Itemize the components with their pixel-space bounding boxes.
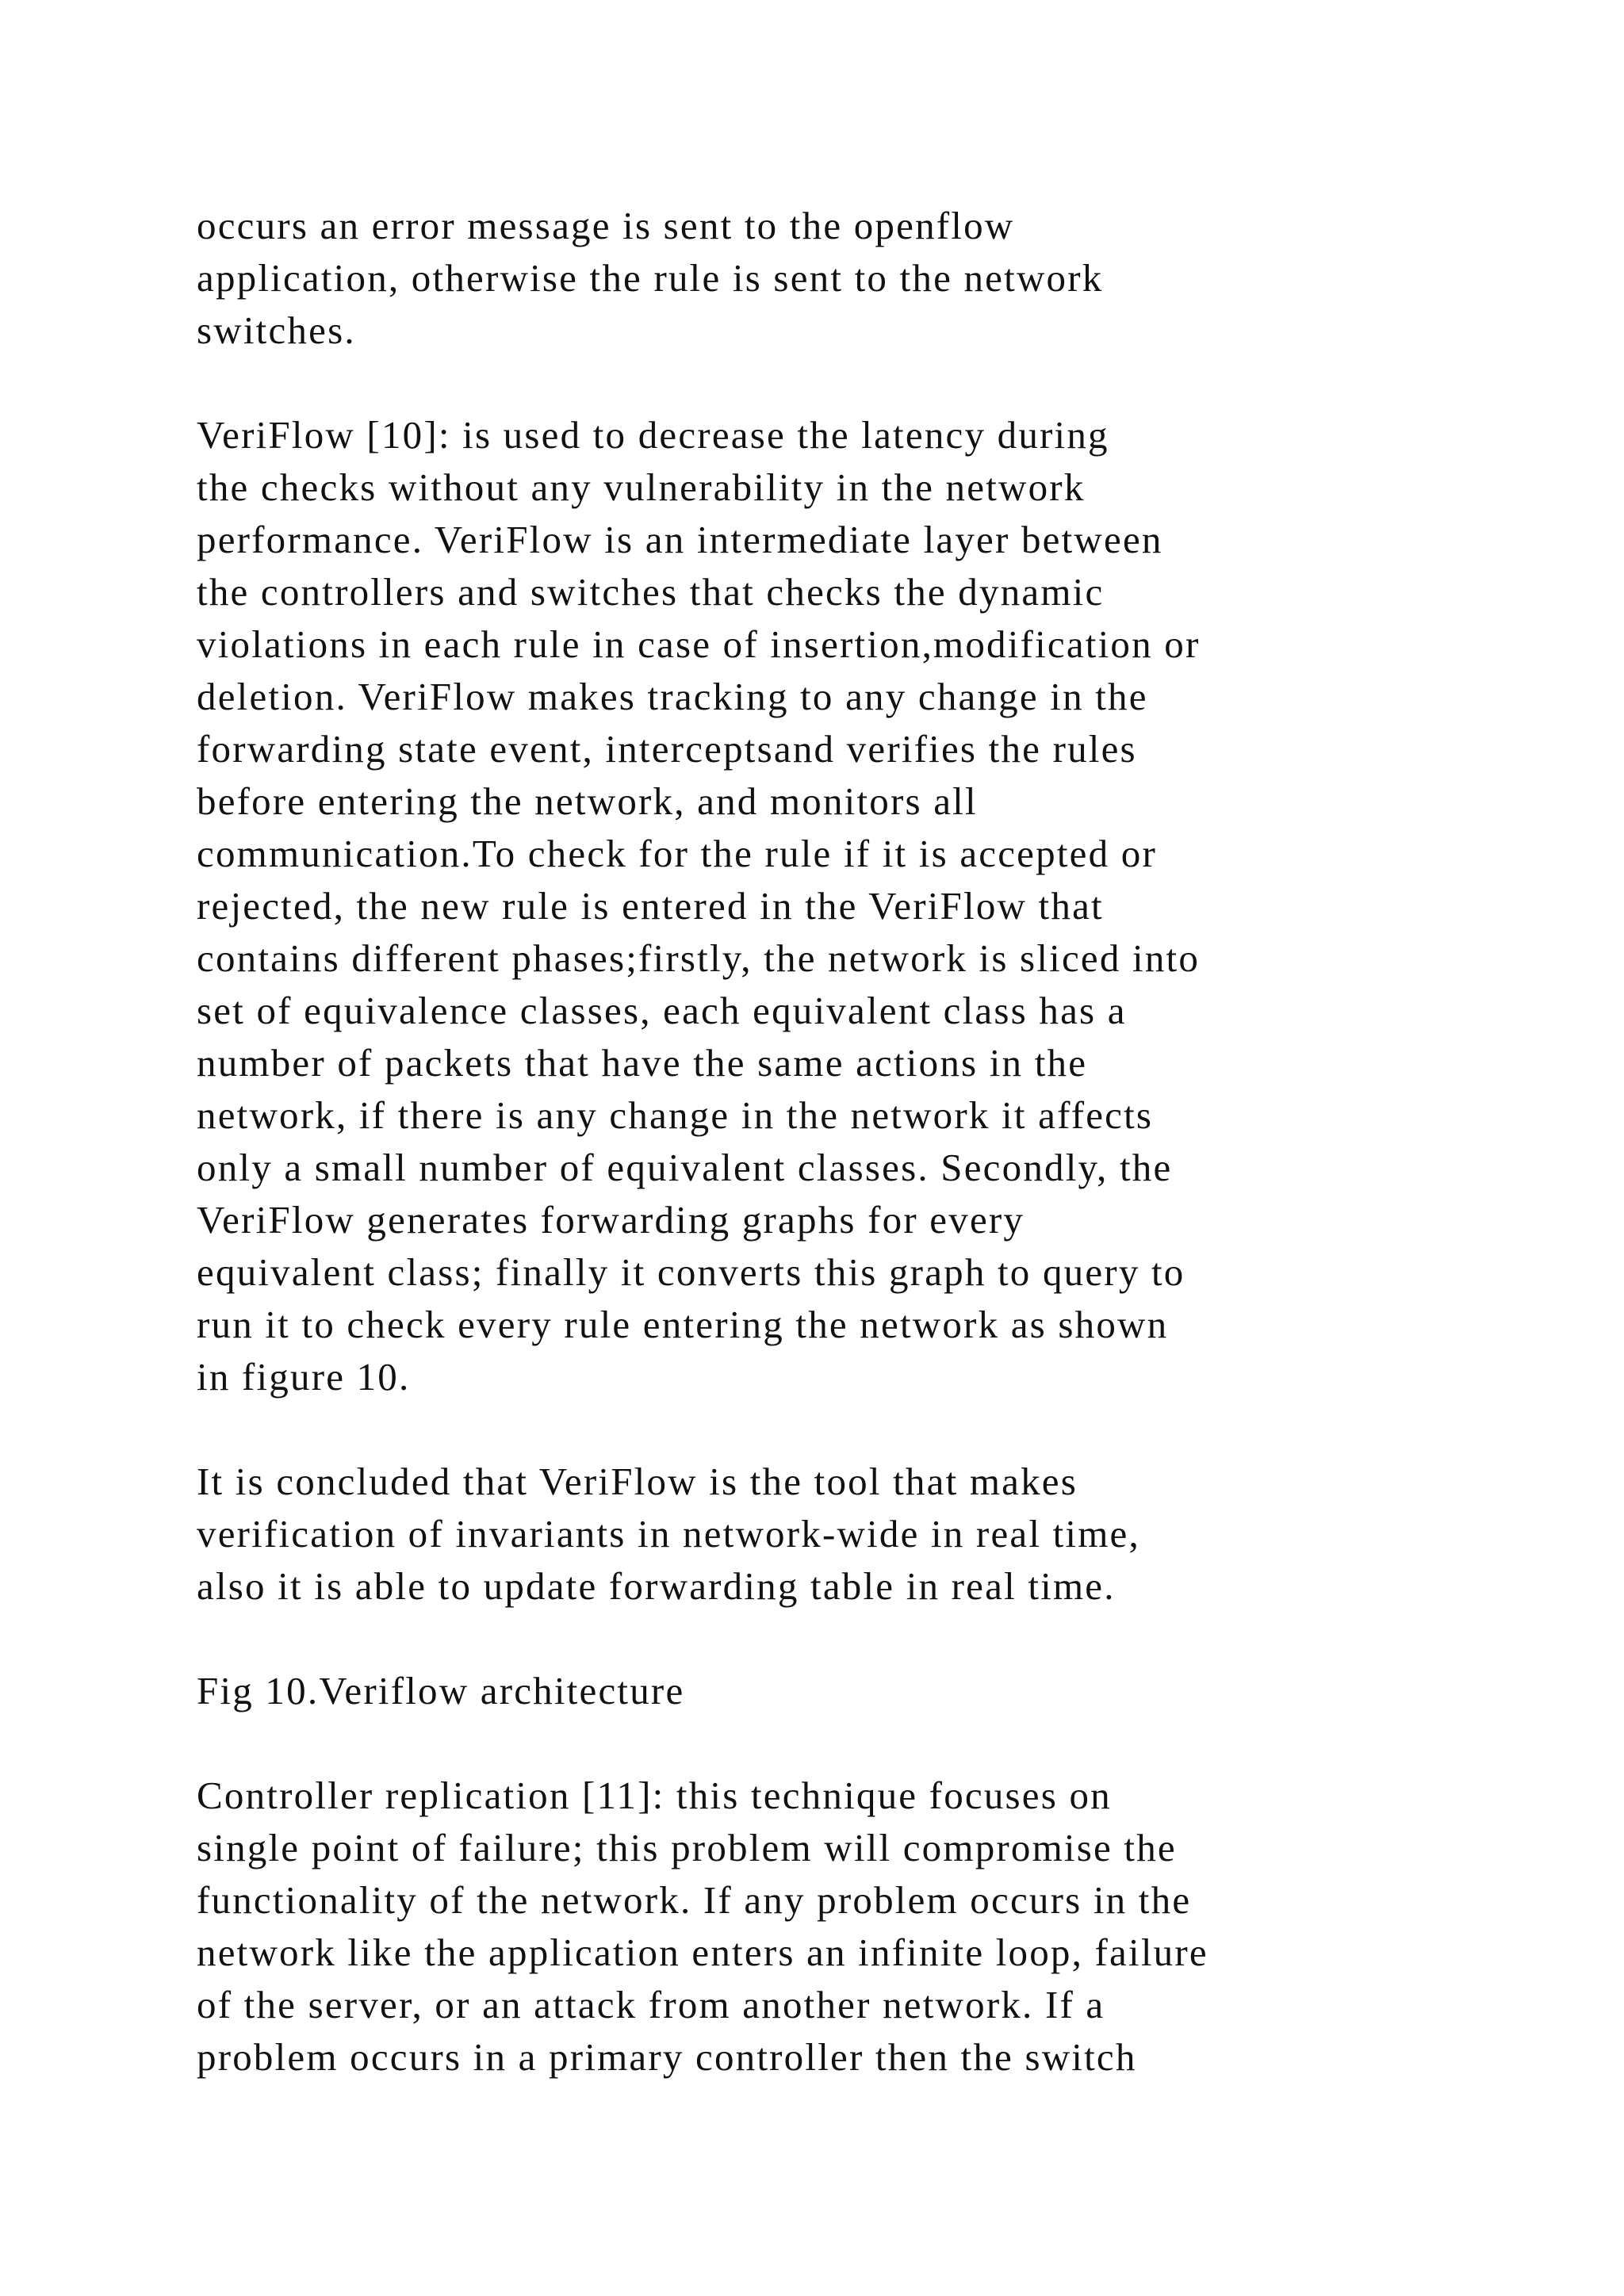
text-line: verification of invariants in network-wide in real time, <box>197 1512 1140 1556</box>
text-line: set of equivalence classes, each equivalent class has a <box>197 989 1127 1032</box>
paragraph-veriflow <box>197 409 1561 1403</box>
text-line: deletion. VeriFlow makes tracking to any change in the <box>197 675 1148 718</box>
text-line: problem occurs in a primary controller then the switch <box>197 2035 1137 2079</box>
text-line: violations in each rule in case of insertion,modification or <box>197 622 1201 666</box>
text-line: only a small number of equivalent classes. Secondly, the <box>197 1146 1173 1189</box>
paragraph-error-message <box>197 200 1561 357</box>
document-page <box>197 200 1561 2136</box>
text-line: VeriFlow [10]: is used to decrease the latency during <box>197 413 1109 457</box>
text-line: number of packets that have the same actions in the <box>197 1041 1088 1085</box>
text-line: network, if there is any change in the network it affects <box>197 1093 1154 1137</box>
figure-caption <box>197 1665 1561 1717</box>
paragraph-controller-replication <box>197 1770 1561 2084</box>
text-line: network like the application enters an infinite loop, failure <box>197 1931 1208 1974</box>
text-line: single point of failure; this problem will compromise the <box>197 1826 1177 1869</box>
text-line: application, otherwise the rule is sent to the network <box>197 256 1104 300</box>
text-line: before entering the network, and monitors all <box>197 779 978 823</box>
text-line: in figure 10. <box>197 1355 411 1399</box>
text-line: switches. <box>197 308 356 352</box>
text-line: communication.To check for the rule if it is accepted or <box>197 832 1157 875</box>
text-line: functionality of the network. If any problem occurs in the <box>197 1878 1192 1922</box>
text-line: performance. VeriFlow is an intermediate layer between <box>197 518 1163 561</box>
text-line: equivalent class; finally it converts this graph to query to <box>197 1250 1185 1294</box>
text-line: the checks without any vulnerability in the network <box>197 465 1086 509</box>
text-line: also it is able to update forwarding table in real time. <box>197 1564 1116 1608</box>
text-line: VeriFlow generates forwarding graphs for every <box>197 1198 1025 1242</box>
text-line: of the server, or an attack from another network. If a <box>197 1983 1105 2026</box>
text-line: the controllers and switches that checks the dynamic <box>197 570 1105 614</box>
text-line: contains different phases;firstly, the network is sliced into <box>197 936 1201 980</box>
text-line: rejected, the new rule is entered in the VeriFlow that <box>197 884 1104 928</box>
text-line: It is concluded that VeriFlow is the tool that makes <box>197 1460 1078 1503</box>
text-line: forwarding state event, interceptsand verifies the rules <box>197 727 1137 771</box>
text-line: Controller replication [11]: this technique focuses on <box>197 1774 1112 1817</box>
text-line: Fig 10.Veriflow architecture <box>197 1669 685 1712</box>
text-line: occurs an error message is sent to the openflow <box>197 204 1015 247</box>
text-line: run it to check every rule entering the network as shown <box>197 1303 1169 1346</box>
paragraph-conclusion <box>197 1456 1561 1613</box>
